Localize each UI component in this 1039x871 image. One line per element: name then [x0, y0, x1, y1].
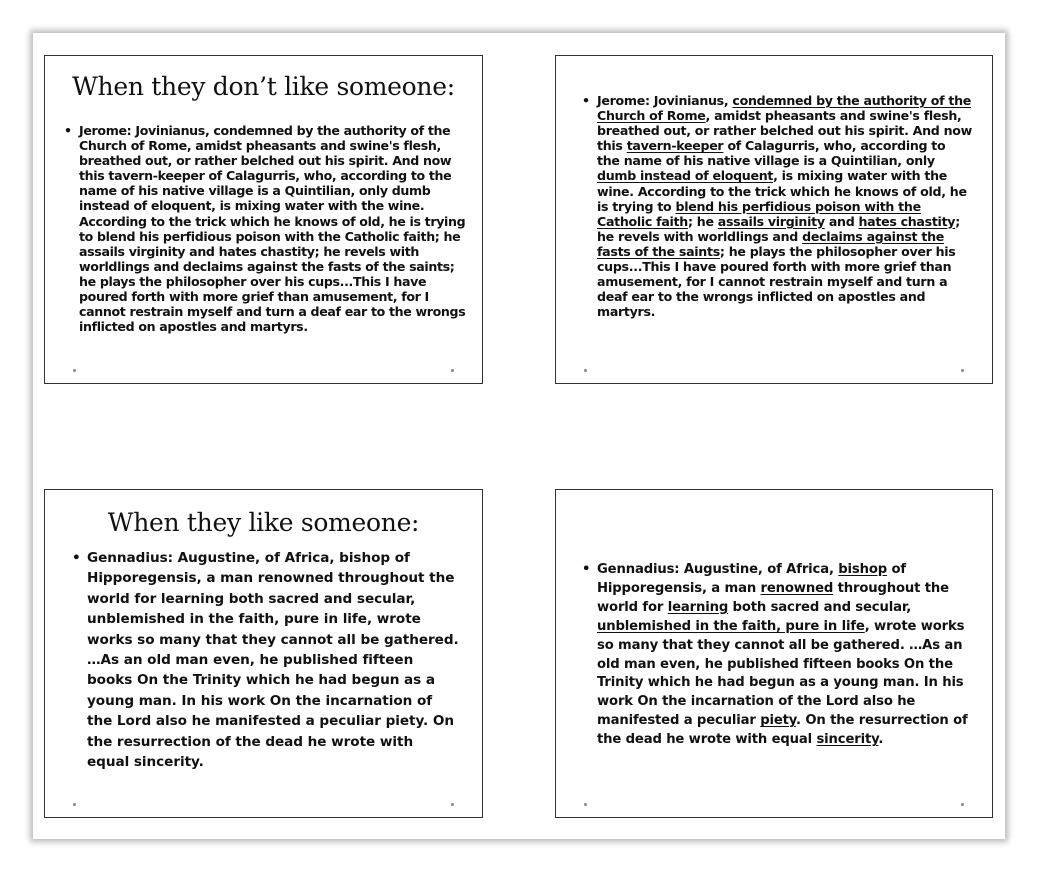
text-run: and — [824, 213, 859, 229]
bullet-text — [64, 123, 469, 335]
corner-dot-icon — [451, 369, 454, 372]
underlined-phrase: blend his perfidious poison with the Catholic faith — [597, 198, 921, 229]
bullet-dot-icon: • — [72, 550, 81, 566]
bullet-dot-icon: • — [582, 93, 590, 108]
corner-dot-icon — [961, 369, 964, 372]
underlined-phrase: tavern-keeper — [626, 138, 724, 154]
bullet-paragraph: Gennadius: Augustine, of Africa, bishop of Hipporegensis, a man renowned throughout the world for learning both sacred and secular, unblemished in the faith, pure in life, wrote works so many that they cannot all be gathered. …As an old man even, he published fifteen books On the Trinity which he had begun as a young man. In his work On the incarnation of the Lord also he manifested a peculiar piety. On the resurrection of the dead he wrote with equal sincerity. — [87, 550, 459, 771]
slide-1 — [44, 55, 483, 384]
slide-title: When they don’t like someone: — [72, 72, 455, 101]
underlined-phrase: sincerity — [816, 732, 879, 748]
corner-dot-icon — [961, 803, 964, 806]
underlined-phrase: dumb instead of eloquent — [597, 168, 774, 184]
text-run: , amidst pheasants and swine's flesh, breathed out, or rather belched out his spirit. And now this — [597, 108, 972, 154]
slide-2 — [555, 55, 993, 384]
underlined-phrase: learning — [667, 599, 729, 615]
underlined-phrase: hates chastity — [858, 213, 956, 229]
bullet-paragraph: Jerome: Jovinianus, condemned by the authority of the Church of Rome, amidst pheasants and swine's flesh, breathed out, or rather belched out his spirit. And now this tavern-keeper of Calagurris, who, according to the name of his native village is a Quintilian, only dumb instead of eloquent, is mixing water with the wine. According to the trick which he knows of old, he is trying to blend his perfidious poison with the Catholic faith; he assails virginity and hates chastity; he revels with worldlings and declaims against the fasts of the saints; he plays the philosopher over his cups...This I have poured forth with more grief than amusement, for I cannot restrain myself and turn a deaf ear to the wrongs inflicted on apostles and martyrs. — [79, 123, 466, 335]
text-run: , wrote works so many that they cannot all be gathered. …As an old man even, he published fifteen books On the Trinity which he had begun as a young man. In his work On the incarnation of the Lord also he manifested a peculiar — [597, 618, 965, 729]
bullet-dot-icon: • — [64, 123, 72, 138]
underlined-phrase: bishop — [838, 562, 888, 577]
corner-dot-icon — [584, 369, 587, 372]
bullet-text — [72, 548, 459, 772]
text-run: throughout the world for — [597, 580, 949, 615]
bullet-text — [582, 561, 969, 750]
underlined-phrase: condemned by the authority of the Church of Rome — [597, 93, 971, 124]
handout-page — [33, 33, 1005, 839]
corner-dot-icon — [584, 803, 587, 806]
bullet-paragraph — [597, 93, 972, 319]
underlined-phrase: piety — [760, 713, 797, 729]
underlined-phrase: unblemished in the faith, pure in life — [597, 618, 865, 634]
bullet-dot-icon: • — [582, 562, 591, 577]
corner-dot-icon — [73, 803, 76, 806]
slide-4 — [555, 489, 993, 818]
corner-dot-icon — [73, 369, 76, 372]
bullet-text — [582, 93, 972, 320]
slide-3 — [44, 489, 483, 818]
slide-title: When they like someone: — [107, 508, 420, 537]
text-run: . On the resurrection of the dead he wrote with equal — [597, 713, 968, 748]
bullet-paragraph — [597, 561, 969, 750]
underlined-phrase: renowned — [760, 580, 834, 596]
text-run: Jerome: Jovinianus, — [597, 93, 733, 108]
text-run: of Hipporegensis, a man — [597, 562, 907, 596]
text-run: ; he revels with worldlings and — [597, 213, 960, 244]
text-run: Gennadius: Augustine, of Africa, — [597, 562, 839, 577]
text-run: ; he — [687, 213, 718, 229]
text-run: ; he plays the philosopher over his cups...This I have poured forth with more grief than amusement, for I cannot restrain myself and turn a deaf ear to the wrongs inflicted on apostles and martyrs. — [597, 243, 956, 320]
corner-dot-icon — [451, 803, 454, 806]
text-run: , is mixing water with the wine. According to the trick which he knows of old, he is trying to — [597, 168, 967, 214]
text-run: of Calagurris, who, according to the name of his native village is a Quintilian, only — [597, 138, 946, 169]
text-run: . — [878, 732, 884, 748]
underlined-phrase: assails virginity — [717, 213, 825, 229]
text-run: both sacred and secular, — [728, 599, 912, 615]
underlined-phrase: declaims against the fasts of the saints — [597, 228, 944, 259]
